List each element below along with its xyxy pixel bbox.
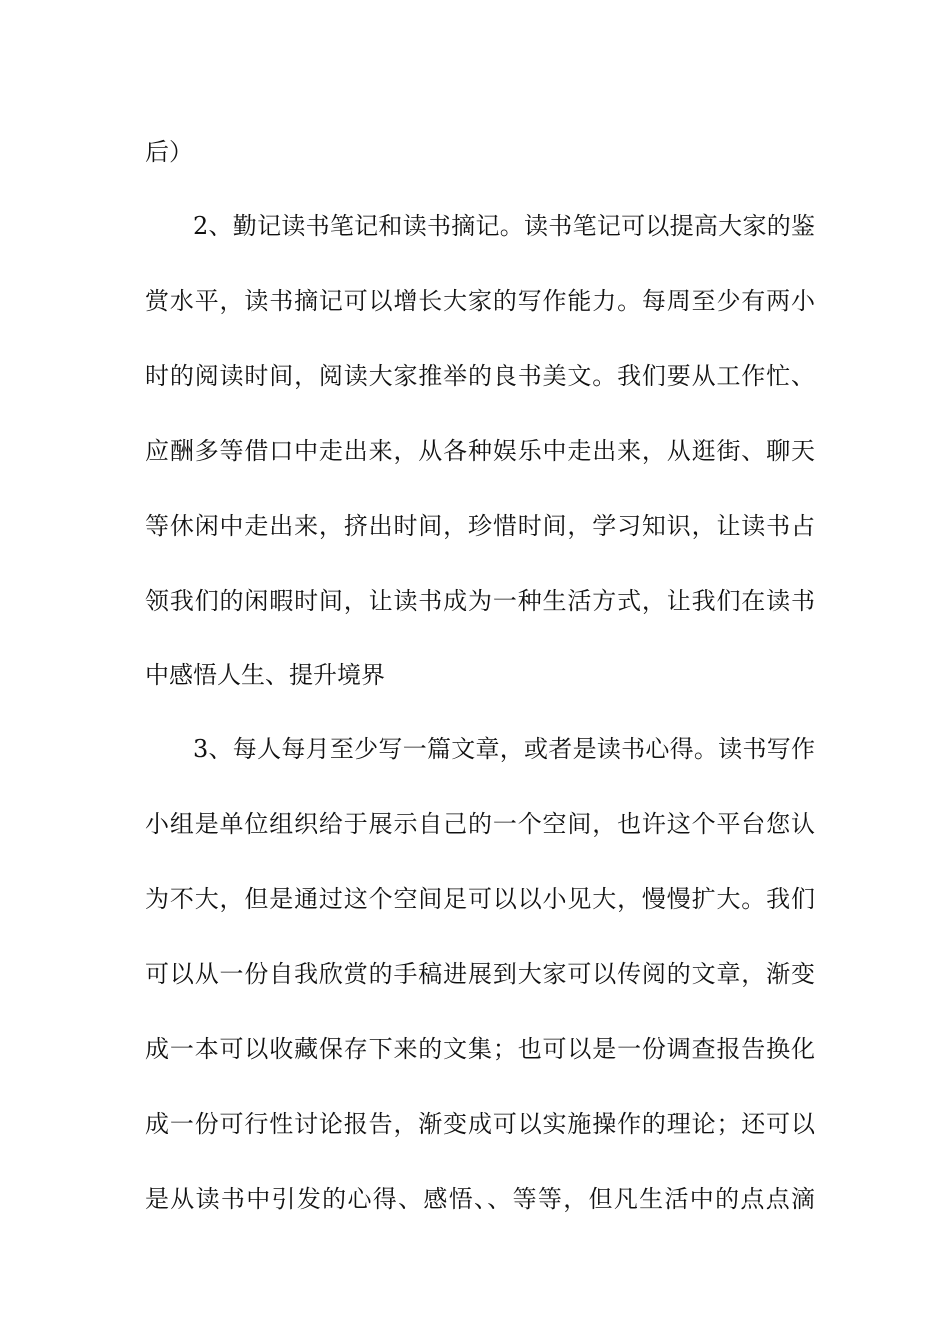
paragraph-3-line-6: 成一份可行性讨论报告，渐变成可以实施操作的理论；还可以 — [145, 1110, 815, 1138]
paragraph-3-line-4: 可以从一份自我欣赏的手稿进展到大家可以传阅的文章，渐变 — [145, 960, 815, 988]
paragraph-2-line-1: 2、勤记读书笔记和读书摘记。读书笔记可以提高大家的鉴 — [193, 212, 815, 240]
paragraph-2-line-6: 领我们的闲暇时间，让读书成为一种生活方式，让我们在读书 — [145, 587, 815, 615]
paragraph-3-line-7: 是从读书中引发的心得、感悟、、等等，但凡生活中的点点滴 — [145, 1185, 815, 1213]
paragraph-2-line-7: 中感悟人生、提升境界 — [145, 661, 385, 689]
paragraph-2-line-2: 赏水平，读书摘记可以增长大家的写作能力。每周至少有两小 — [145, 287, 815, 315]
paragraph-2-line-3: 时的阅读时间，阅读大家推举的良书美文。我们要从工作忙、 — [145, 362, 815, 390]
paragraph-3-line-1: 3、每人每月至少写一篇文章，或者是读书心得。读书写作 — [193, 735, 815, 763]
paragraph-3-line-2: 小组是单位组织给于展示自己的一个空间，也许这个平台您认 — [145, 810, 815, 838]
paragraph-2-line-4: 应酬多等借口中走出来，从各种娱乐中走出来，从逛街、聊天 — [145, 437, 815, 465]
paragraph-3-line-5: 成一本可以收藏保存下来的文集；也可以是一份调查报告换化 — [145, 1035, 815, 1063]
paragraph-2-line-5: 等休闲中走出来，挤出时间，珍惜时间，学习知识，让读书占 — [145, 512, 815, 540]
paragraph-3-line-3: 为不大，但是通过这个空间足可以以小见大，慢慢扩大。我们 — [145, 885, 815, 913]
text-line-1: 后） — [145, 138, 193, 166]
